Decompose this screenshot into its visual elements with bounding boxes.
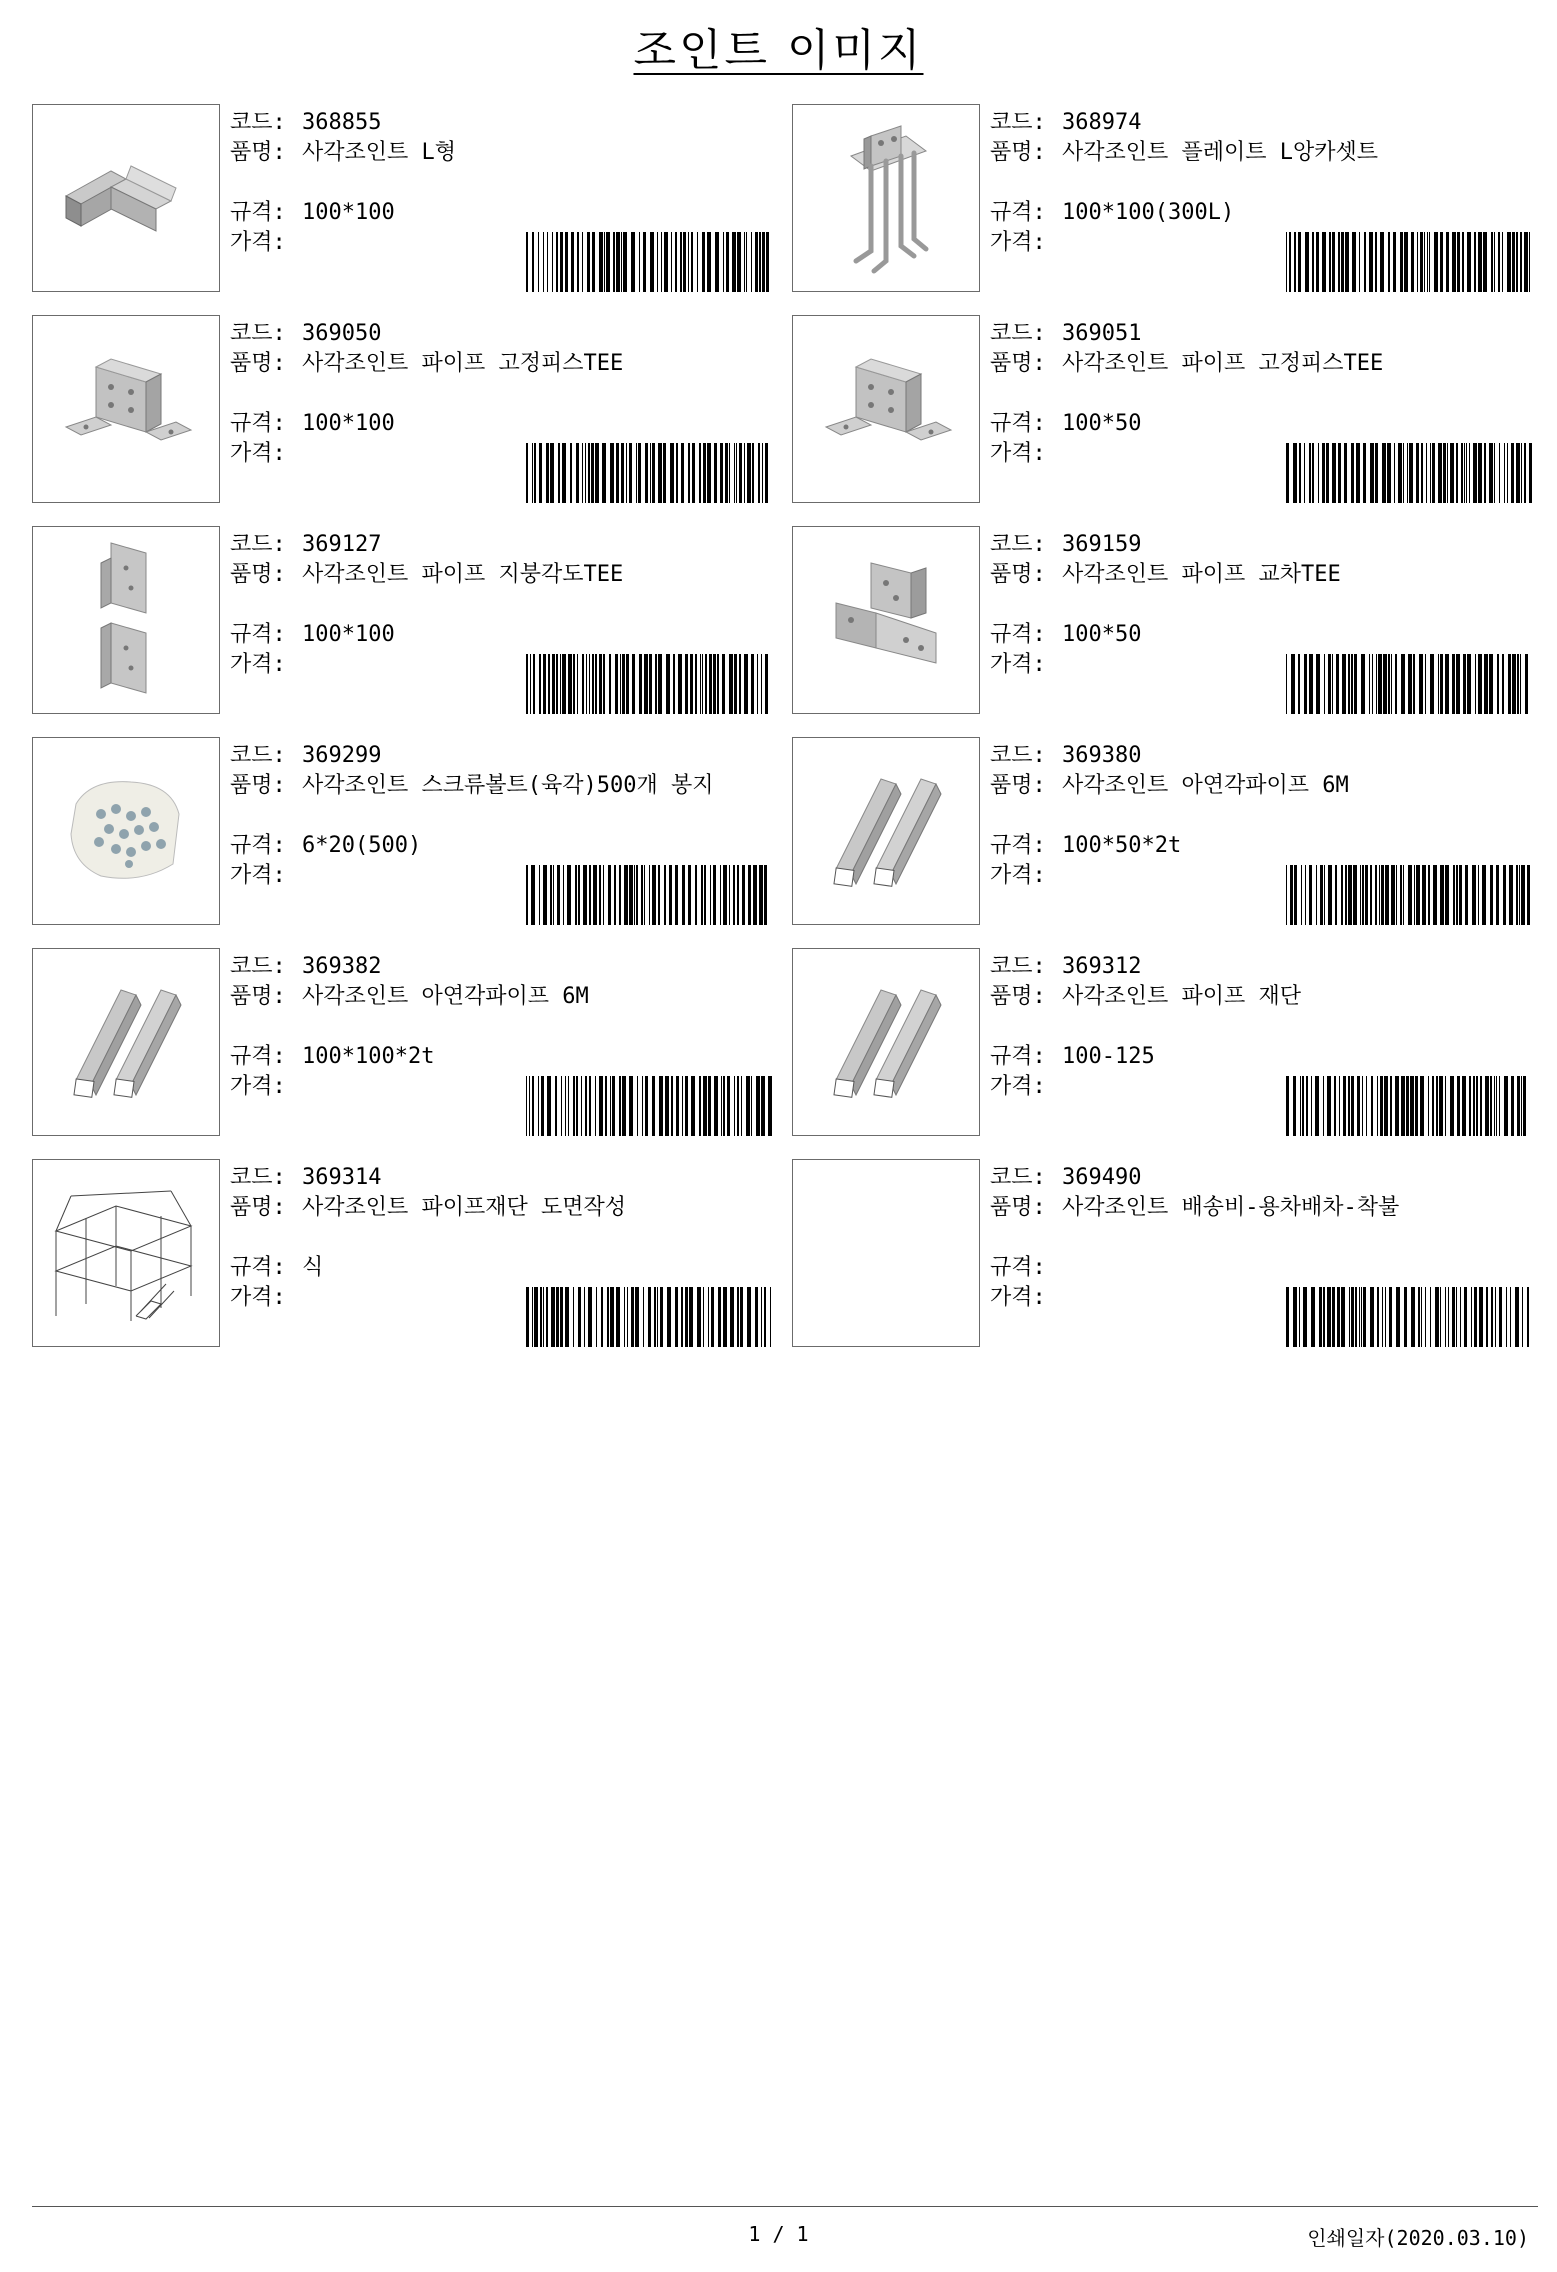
barcode: [1284, 1076, 1534, 1136]
square-pipe-icon: [61, 970, 191, 1114]
name-row: [230, 138, 770, 198]
name-row: [990, 349, 1530, 409]
name-label: 품명:: [990, 984, 1046, 1009]
code-value: 369050: [302, 321, 382, 346]
spec-label: 규격:: [230, 1255, 286, 1280]
code-label: 코드:: [990, 110, 1046, 135]
name-label: 품명:: [990, 1195, 1046, 1220]
product-card: [32, 315, 792, 505]
code-value: 369490: [1062, 1165, 1142, 1190]
spec-label: 규격:: [230, 411, 286, 436]
product-image: [792, 737, 980, 925]
name-value: 사각조인트 아연각파이프 6M: [302, 984, 589, 1009]
product-image: [792, 948, 980, 1136]
code-label: 코드:: [990, 1165, 1046, 1190]
product-card: [792, 737, 1552, 927]
barcode: [1284, 654, 1534, 714]
spec-value: 100*100(300L): [1062, 200, 1235, 225]
product-card: [32, 737, 792, 927]
name-value: 사각조인트 파이프 재단: [1062, 984, 1302, 1009]
print-date: 인쇄일자(2020.03.10): [1307, 2226, 1529, 2250]
barcode: [1284, 443, 1534, 503]
spec-value: 100*50: [1062, 411, 1142, 436]
spec-row: [230, 1042, 770, 1072]
spec-label: 규격:: [990, 622, 1046, 647]
spec-value: 100-125: [1062, 1044, 1155, 1069]
product-card: [32, 526, 792, 716]
product-image: [792, 526, 980, 714]
code-label: 코드:: [230, 110, 286, 135]
code-label: 코드:: [230, 321, 286, 346]
code-row: [230, 530, 770, 560]
name-row: [230, 982, 770, 1042]
code-value: 369159: [1062, 532, 1142, 557]
code-value: 369312: [1062, 954, 1142, 979]
spec-value: 100*100: [302, 622, 395, 647]
price-label: 가격:: [990, 652, 1046, 677]
spec-row: [990, 409, 1530, 439]
code-row: [990, 952, 1530, 982]
price-label: 가격:: [990, 1074, 1046, 1099]
spec-row: [990, 1253, 1530, 1283]
name-value: 사각조인트 아연각파이프 6M: [1062, 773, 1349, 798]
barcode: [524, 865, 774, 925]
spec-row: [990, 198, 1530, 228]
name-value: 사각조인트 파이프재단 도면작성: [302, 1195, 627, 1220]
barcode: [1284, 865, 1534, 925]
price-label: 가격:: [230, 1074, 286, 1099]
price-label: 가격:: [990, 863, 1046, 888]
product-card: [792, 1159, 1552, 1349]
code-label: 코드:: [990, 532, 1046, 557]
name-row: [990, 560, 1530, 620]
page-number: 1 / 1: [748, 2222, 809, 2246]
code-label: 코드:: [230, 743, 286, 768]
spec-value: 100*50: [1062, 622, 1142, 647]
code-row: [990, 1163, 1530, 1193]
name-label: 품명:: [990, 773, 1046, 798]
price-label: 가격:: [230, 1285, 286, 1310]
barcode: [1284, 1287, 1534, 1347]
spec-row: [990, 620, 1530, 650]
l-bracket-icon: [56, 146, 196, 250]
name-label: 품명:: [990, 140, 1046, 165]
code-row: [230, 319, 770, 349]
price-label: 가격:: [230, 230, 286, 255]
product-card: [792, 526, 1552, 716]
product-image: [792, 1159, 980, 1347]
spec-label: 규격:: [230, 200, 286, 225]
spec-row: [230, 409, 770, 439]
product-image: [32, 948, 220, 1136]
product-card: [32, 948, 792, 1138]
name-row: [990, 771, 1530, 831]
spec-label: 규격:: [230, 1044, 286, 1069]
price-label: 가격:: [990, 1285, 1046, 1310]
code-value: 368855: [302, 110, 382, 135]
code-row: [990, 319, 1530, 349]
code-row: [230, 1163, 770, 1193]
name-value: 사각조인트 파이프 고정피스TEE: [1062, 351, 1384, 376]
barcode: [524, 1076, 774, 1136]
code-label: 코드:: [990, 743, 1046, 768]
code-value: 369314: [302, 1165, 382, 1190]
name-label: 품명:: [230, 1195, 286, 1220]
name-value: 사각조인트 파이프 지붕각도TEE: [302, 562, 624, 587]
barcode: [524, 654, 774, 714]
product-image: [32, 104, 220, 292]
name-label: 품명:: [990, 562, 1046, 587]
code-value: 368974: [1062, 110, 1142, 135]
spec-label: 규격:: [990, 833, 1046, 858]
product-image: [32, 737, 220, 925]
spec-row: [990, 1042, 1530, 1072]
spec-label: 규격:: [230, 622, 286, 647]
product-image: [792, 315, 980, 503]
name-label: 품명:: [230, 140, 286, 165]
code-value: 369051: [1062, 321, 1142, 346]
code-row: [990, 741, 1530, 771]
name-value: 사각조인트 파이프 교차TEE: [1062, 562, 1341, 587]
spec-value: 6*20(500): [302, 833, 422, 858]
product-card: [32, 1159, 792, 1349]
name-value: 사각조인트 스크류볼트(육각)500개 봉지: [302, 773, 714, 798]
spec-label: 규격:: [990, 411, 1046, 436]
code-label: 코드:: [230, 532, 286, 557]
code-value: 369382: [302, 954, 382, 979]
name-label: 품명:: [230, 984, 286, 1009]
code-value: 369299: [302, 743, 382, 768]
spec-row: [230, 831, 770, 861]
code-label: 코드:: [990, 954, 1046, 979]
name-row: [230, 560, 770, 620]
barcode: [524, 232, 774, 292]
anchor-plate-icon: [826, 111, 946, 285]
product-image: [32, 315, 220, 503]
product-card: [32, 104, 792, 294]
spec-value: 100*100: [302, 411, 395, 436]
product-image: [32, 526, 220, 714]
name-row: [990, 1193, 1530, 1253]
name-label: 품명:: [230, 773, 286, 798]
name-row: [230, 349, 770, 409]
spec-value: 100*100*2t: [302, 1044, 435, 1069]
price-label: 가격:: [230, 863, 286, 888]
spec-row: [230, 198, 770, 228]
spec-label: 규격:: [990, 1255, 1046, 1280]
barcode: [524, 443, 774, 503]
name-label: 품명:: [230, 562, 286, 587]
barcode: [1284, 232, 1534, 292]
name-value: 사각조인트 파이프 고정피스TEE: [302, 351, 624, 376]
spec-value: 100*50*2t: [1062, 833, 1182, 858]
code-row: [990, 530, 1530, 560]
name-value: 사각조인트 플레이트 L앙카셋트: [1062, 140, 1379, 165]
name-label: 품명:: [990, 351, 1046, 376]
price-label: 가격:: [230, 652, 286, 677]
spec-label: 규격:: [990, 200, 1046, 225]
page-title: 조인트 이미지: [633, 25, 924, 76]
spec-label: 규격:: [230, 833, 286, 858]
price-label: 가격:: [990, 230, 1046, 255]
roof-angle-tee-icon: [86, 533, 166, 707]
spec-row: [990, 831, 1530, 861]
screw-bag-icon: [61, 764, 191, 898]
name-row: [230, 771, 770, 831]
square-pipe-icon: [821, 759, 951, 903]
price-label: 가격:: [230, 441, 286, 466]
name-label: 품명:: [230, 351, 286, 376]
product-card: [792, 315, 1552, 505]
code-row: [990, 108, 1530, 138]
barcode: [524, 1287, 774, 1347]
code-value: 369380: [1062, 743, 1142, 768]
name-value: 사각조인트 배송비-용차배차-착불: [1062, 1195, 1400, 1220]
code-label: 코드:: [230, 954, 286, 979]
spec-row: [230, 1253, 770, 1283]
code-row: [230, 108, 770, 138]
code-label: 코드:: [230, 1165, 286, 1190]
spec-value: 식: [302, 1255, 324, 1280]
product-card: [792, 104, 1552, 294]
spec-label: 규격:: [990, 1044, 1046, 1069]
price-label: 가격:: [990, 441, 1046, 466]
code-row: [230, 952, 770, 982]
cross-tee-icon: [816, 548, 956, 692]
product-image: [32, 1159, 220, 1347]
product-image: [792, 104, 980, 292]
name-value: 사각조인트 L형: [302, 140, 457, 165]
name-row: [230, 1193, 770, 1253]
name-row: [990, 138, 1530, 198]
u-bracket-icon: [56, 347, 196, 471]
spec-value: 100*100: [302, 200, 395, 225]
footer-divider: [32, 2206, 1538, 2207]
name-row: [990, 982, 1530, 1042]
spec-row: [230, 620, 770, 650]
code-label: 코드:: [990, 321, 1046, 346]
u-bracket-icon: [816, 347, 956, 471]
code-value: 369127: [302, 532, 382, 557]
code-row: [230, 741, 770, 771]
square-pipe-icon: [821, 970, 951, 1114]
product-card: [792, 948, 1552, 1138]
frame-drawing-icon: [41, 1176, 211, 1330]
